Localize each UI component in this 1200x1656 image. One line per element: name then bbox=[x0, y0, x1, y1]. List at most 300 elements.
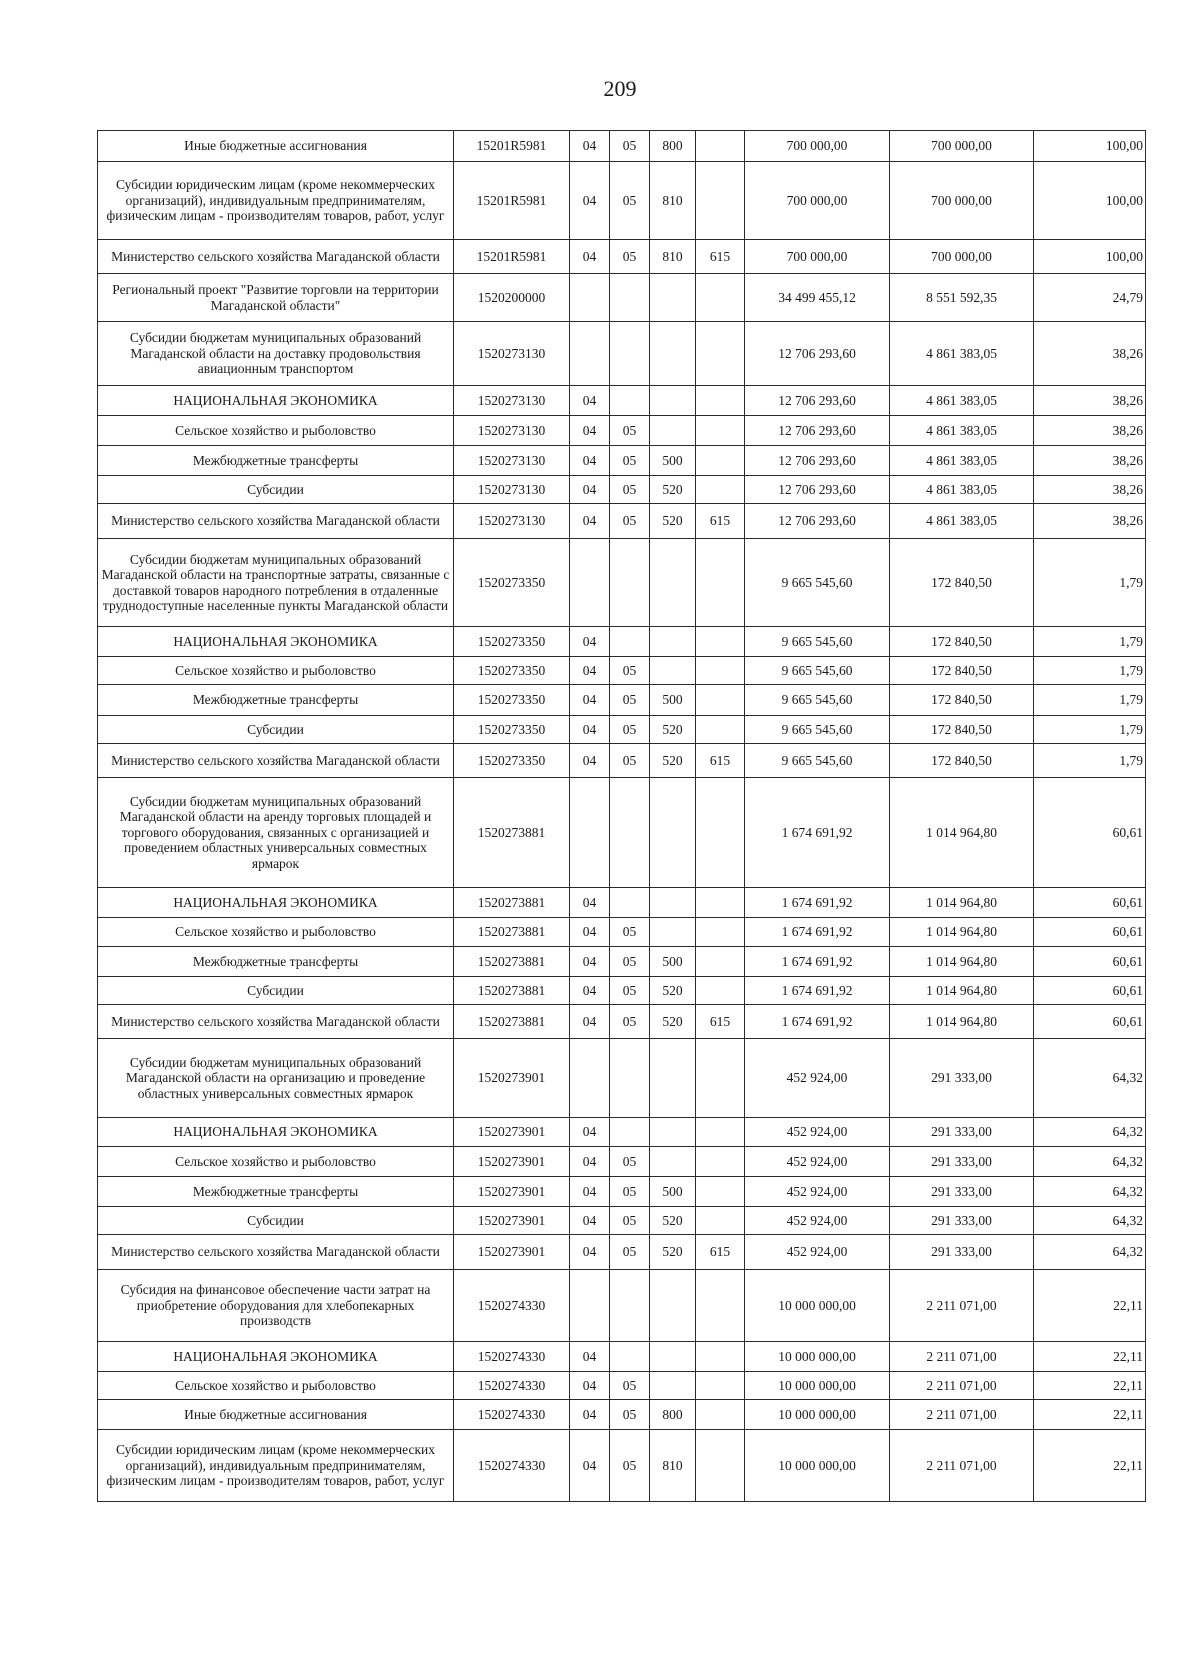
target-code-cell: 1520274330 bbox=[454, 1372, 570, 1400]
row-name-cell: Министерство сельского хозяйства Магаданской области bbox=[98, 1235, 454, 1270]
planned-amount-cell: 1 674 691,92 bbox=[745, 1005, 890, 1039]
table-row bbox=[98, 504, 1146, 539]
target-code-cell: 1520274330 bbox=[454, 1342, 570, 1372]
ministry-code-cell bbox=[696, 476, 745, 504]
expense-type-cell bbox=[650, 322, 696, 386]
ministry-code-cell bbox=[696, 778, 745, 888]
row-name-cell: Межбюджетные трансферты bbox=[98, 1177, 454, 1207]
section-code-cell bbox=[570, 1039, 610, 1118]
subsection-code-cell: 05 bbox=[610, 1147, 650, 1177]
section-code-cell: 04 bbox=[570, 1118, 610, 1147]
actual-amount-cell: 291 333,00 bbox=[890, 1039, 1034, 1118]
ministry-code-cell bbox=[696, 386, 745, 416]
target-code-cell: 1520273350 bbox=[454, 685, 570, 716]
row-name-cell: Сельское хозяйство и рыболовство bbox=[98, 1147, 454, 1177]
row-name-cell: НАЦИОНАЛЬНАЯ ЭКОНОМИКА bbox=[98, 1118, 454, 1147]
actual-amount-cell: 291 333,00 bbox=[890, 1207, 1034, 1235]
ministry-code-cell bbox=[696, 947, 745, 977]
ministry-code-cell bbox=[696, 162, 745, 240]
target-code-cell: 1520273130 bbox=[454, 386, 570, 416]
expense-type-cell: 500 bbox=[650, 1177, 696, 1207]
actual-amount-cell: 2 211 071,00 bbox=[890, 1342, 1034, 1372]
planned-amount-cell: 12 706 293,60 bbox=[745, 446, 890, 476]
section-code-cell: 04 bbox=[570, 1430, 610, 1502]
actual-amount-cell: 172 840,50 bbox=[890, 627, 1034, 657]
expense-type-cell: 810 bbox=[650, 162, 696, 240]
table-row bbox=[98, 1400, 1146, 1430]
actual-amount-cell: 1 014 964,80 bbox=[890, 1005, 1034, 1039]
actual-amount-cell: 1 014 964,80 bbox=[890, 947, 1034, 977]
row-name-cell: Сельское хозяйство и рыболовство bbox=[98, 416, 454, 446]
execution-percent-cell: 100,00 bbox=[1034, 162, 1146, 240]
row-name-cell: Субсидии bbox=[98, 977, 454, 1005]
execution-percent-cell: 1,79 bbox=[1034, 627, 1146, 657]
section-code-cell: 04 bbox=[570, 386, 610, 416]
expense-type-cell bbox=[650, 918, 696, 947]
ministry-code-cell bbox=[696, 1400, 745, 1430]
actual-amount-cell: 4 861 383,05 bbox=[890, 476, 1034, 504]
ministry-code-cell bbox=[696, 1270, 745, 1342]
planned-amount-cell: 700 000,00 bbox=[745, 240, 890, 274]
execution-percent-cell: 60,61 bbox=[1034, 947, 1146, 977]
subsection-code-cell bbox=[610, 778, 650, 888]
section-code-cell: 04 bbox=[570, 977, 610, 1005]
actual-amount-cell: 291 333,00 bbox=[890, 1235, 1034, 1270]
actual-amount-cell: 172 840,50 bbox=[890, 716, 1034, 744]
section-code-cell: 04 bbox=[570, 131, 610, 162]
execution-percent-cell: 22,11 bbox=[1034, 1270, 1146, 1342]
budget-table bbox=[97, 130, 1146, 1502]
row-name-cell: Субсидии бюджетам муниципальных образований Магаданской области на аренду торговых площадей и торгового оборудования, связанных с организацией и проведением областных универсальных совместных ярмарок bbox=[98, 778, 454, 888]
ministry-code-cell: 615 bbox=[696, 1235, 745, 1270]
ministry-code-cell bbox=[696, 1430, 745, 1502]
planned-amount-cell: 1 674 691,92 bbox=[745, 977, 890, 1005]
row-name-cell: Субсидии бюджетам муниципальных образований Магаданской области на доставку продовольствия авиационным транспортом bbox=[98, 322, 454, 386]
expense-type-cell bbox=[650, 274, 696, 322]
subsection-code-cell: 05 bbox=[610, 504, 650, 539]
target-code-cell: 1520273881 bbox=[454, 1005, 570, 1039]
ministry-code-cell bbox=[696, 1147, 745, 1177]
actual-amount-cell: 4 861 383,05 bbox=[890, 416, 1034, 446]
table-row bbox=[98, 1235, 1146, 1270]
section-code-cell: 04 bbox=[570, 1177, 610, 1207]
subsection-code-cell: 05 bbox=[610, 1235, 650, 1270]
execution-percent-cell: 60,61 bbox=[1034, 977, 1146, 1005]
table-row bbox=[98, 947, 1146, 977]
target-code-cell: 1520273901 bbox=[454, 1207, 570, 1235]
table-row bbox=[98, 778, 1146, 888]
planned-amount-cell: 12 706 293,60 bbox=[745, 476, 890, 504]
execution-percent-cell: 1,79 bbox=[1034, 744, 1146, 778]
expense-type-cell: 500 bbox=[650, 685, 696, 716]
row-name-cell: НАЦИОНАЛЬНАЯ ЭКОНОМИКА bbox=[98, 386, 454, 416]
expense-type-cell: 800 bbox=[650, 1400, 696, 1430]
section-code-cell: 04 bbox=[570, 744, 610, 778]
expense-type-cell: 520 bbox=[650, 1005, 696, 1039]
ministry-code-cell bbox=[696, 446, 745, 476]
target-code-cell: 1520273130 bbox=[454, 476, 570, 504]
planned-amount-cell: 10 000 000,00 bbox=[745, 1430, 890, 1502]
target-code-cell: 1520273881 bbox=[454, 977, 570, 1005]
planned-amount-cell: 452 924,00 bbox=[745, 1118, 890, 1147]
ministry-code-cell: 615 bbox=[696, 1005, 745, 1039]
ministry-code-cell bbox=[696, 888, 745, 918]
ministry-code-cell bbox=[696, 1372, 745, 1400]
table-row bbox=[98, 322, 1146, 386]
section-code-cell bbox=[570, 322, 610, 386]
row-name-cell: Субсидии bbox=[98, 1207, 454, 1235]
target-code-cell: 1520273130 bbox=[454, 322, 570, 386]
row-name-cell: Министерство сельского хозяйства Магаданской области bbox=[98, 504, 454, 539]
execution-percent-cell: 22,11 bbox=[1034, 1342, 1146, 1372]
target-code-cell: 1520273881 bbox=[454, 778, 570, 888]
execution-percent-cell: 38,26 bbox=[1034, 446, 1146, 476]
row-name-cell: НАЦИОНАЛЬНАЯ ЭКОНОМИКА bbox=[98, 888, 454, 918]
planned-amount-cell: 1 674 691,92 bbox=[745, 888, 890, 918]
actual-amount-cell: 291 333,00 bbox=[890, 1147, 1034, 1177]
expense-type-cell: 520 bbox=[650, 744, 696, 778]
section-code-cell: 04 bbox=[570, 627, 610, 657]
section-code-cell: 04 bbox=[570, 657, 610, 685]
actual-amount-cell: 291 333,00 bbox=[890, 1177, 1034, 1207]
expense-type-cell bbox=[650, 778, 696, 888]
execution-percent-cell: 22,11 bbox=[1034, 1372, 1146, 1400]
planned-amount-cell: 10 000 000,00 bbox=[745, 1342, 890, 1372]
actual-amount-cell: 2 211 071,00 bbox=[890, 1400, 1034, 1430]
row-name-cell: Межбюджетные трансферты bbox=[98, 446, 454, 476]
section-code-cell: 04 bbox=[570, 1005, 610, 1039]
subsection-code-cell: 05 bbox=[610, 1005, 650, 1039]
expense-type-cell bbox=[650, 1270, 696, 1342]
execution-percent-cell: 1,79 bbox=[1034, 685, 1146, 716]
execution-percent-cell: 64,32 bbox=[1034, 1235, 1146, 1270]
section-code-cell: 04 bbox=[570, 476, 610, 504]
subsection-code-cell bbox=[610, 274, 650, 322]
table-row bbox=[98, 977, 1146, 1005]
row-name-cell: НАЦИОНАЛЬНАЯ ЭКОНОМИКА bbox=[98, 627, 454, 657]
planned-amount-cell: 9 665 545,60 bbox=[745, 744, 890, 778]
row-name-cell: Иные бюджетные ассигнования bbox=[98, 131, 454, 162]
section-code-cell bbox=[570, 778, 610, 888]
execution-percent-cell: 22,11 bbox=[1034, 1430, 1146, 1502]
row-name-cell: Сельское хозяйство и рыболовство bbox=[98, 657, 454, 685]
target-code-cell: 15201R5981 bbox=[454, 240, 570, 274]
table-row bbox=[98, 918, 1146, 947]
actual-amount-cell: 1 014 964,80 bbox=[890, 977, 1034, 1005]
planned-amount-cell: 10 000 000,00 bbox=[745, 1270, 890, 1342]
section-code-cell: 04 bbox=[570, 716, 610, 744]
execution-percent-cell: 60,61 bbox=[1034, 918, 1146, 947]
ministry-code-cell bbox=[696, 918, 745, 947]
actual-amount-cell: 2 211 071,00 bbox=[890, 1270, 1034, 1342]
target-code-cell: 1520273130 bbox=[454, 416, 570, 446]
subsection-code-cell: 05 bbox=[610, 476, 650, 504]
expense-type-cell: 800 bbox=[650, 131, 696, 162]
actual-amount-cell: 172 840,50 bbox=[890, 685, 1034, 716]
ministry-code-cell bbox=[696, 1039, 745, 1118]
actual-amount-cell: 1 014 964,80 bbox=[890, 918, 1034, 947]
row-name-cell: Субсидии бюджетам муниципальных образований Магаданской области на транспортные затраты, связанные с доставкой товаров народного потребления в отдаленные труднодоступные населенные пункты Магаданской области bbox=[98, 539, 454, 627]
page-number: 209 bbox=[603, 76, 637, 101]
section-code-cell: 04 bbox=[570, 416, 610, 446]
subsection-code-cell: 05 bbox=[610, 416, 650, 446]
section-code-cell: 04 bbox=[570, 918, 610, 947]
target-code-cell: 1520273130 bbox=[454, 446, 570, 476]
actual-amount-cell: 4 861 383,05 bbox=[890, 322, 1034, 386]
table-row bbox=[98, 1372, 1146, 1400]
actual-amount-cell: 1 014 964,80 bbox=[890, 888, 1034, 918]
expense-type-cell: 520 bbox=[650, 1207, 696, 1235]
table-row bbox=[98, 162, 1146, 240]
actual-amount-cell: 4 861 383,05 bbox=[890, 386, 1034, 416]
planned-amount-cell: 452 924,00 bbox=[745, 1207, 890, 1235]
table-row bbox=[98, 476, 1146, 504]
planned-amount-cell: 34 499 455,12 bbox=[745, 274, 890, 322]
row-name-cell: Министерство сельского хозяйства Магаданской области bbox=[98, 1005, 454, 1039]
planned-amount-cell: 12 706 293,60 bbox=[745, 504, 890, 539]
section-code-cell: 04 bbox=[570, 1207, 610, 1235]
expense-type-cell: 520 bbox=[650, 716, 696, 744]
subsection-code-cell bbox=[610, 386, 650, 416]
planned-amount-cell: 12 706 293,60 bbox=[745, 322, 890, 386]
ministry-code-cell: 615 bbox=[696, 240, 745, 274]
actual-amount-cell: 172 840,50 bbox=[890, 657, 1034, 685]
ministry-code-cell: 615 bbox=[696, 504, 745, 539]
row-name-cell: Министерство сельского хозяйства Магаданской области bbox=[98, 240, 454, 274]
planned-amount-cell: 452 924,00 bbox=[745, 1147, 890, 1177]
execution-percent-cell: 64,32 bbox=[1034, 1039, 1146, 1118]
table-row bbox=[98, 1005, 1146, 1039]
planned-amount-cell: 700 000,00 bbox=[745, 162, 890, 240]
target-code-cell: 1520273350 bbox=[454, 744, 570, 778]
section-code-cell: 04 bbox=[570, 1235, 610, 1270]
subsection-code-cell: 05 bbox=[610, 446, 650, 476]
target-code-cell: 1520273350 bbox=[454, 627, 570, 657]
planned-amount-cell: 12 706 293,60 bbox=[745, 386, 890, 416]
table-row bbox=[98, 1118, 1146, 1147]
actual-amount-cell: 172 840,50 bbox=[890, 744, 1034, 778]
subsection-code-cell: 05 bbox=[610, 716, 650, 744]
subsection-code-cell: 05 bbox=[610, 918, 650, 947]
execution-percent-cell: 24,79 bbox=[1034, 274, 1146, 322]
expense-type-cell: 500 bbox=[650, 947, 696, 977]
section-code-cell: 04 bbox=[570, 240, 610, 274]
ministry-code-cell bbox=[696, 685, 745, 716]
execution-percent-cell: 1,79 bbox=[1034, 657, 1146, 685]
table-row bbox=[98, 627, 1146, 657]
subsection-code-cell: 05 bbox=[610, 977, 650, 1005]
expense-type-cell: 810 bbox=[650, 1430, 696, 1502]
section-code-cell: 04 bbox=[570, 162, 610, 240]
actual-amount-cell: 700 000,00 bbox=[890, 162, 1034, 240]
expense-type-cell bbox=[650, 386, 696, 416]
ministry-code-cell bbox=[696, 1207, 745, 1235]
expense-type-cell: 520 bbox=[650, 977, 696, 1005]
table-row bbox=[98, 1270, 1146, 1342]
expense-type-cell bbox=[650, 657, 696, 685]
execution-percent-cell: 38,26 bbox=[1034, 322, 1146, 386]
subsection-code-cell bbox=[610, 888, 650, 918]
target-code-cell: 1520273130 bbox=[454, 504, 570, 539]
execution-percent-cell: 60,61 bbox=[1034, 888, 1146, 918]
row-name-cell: Сельское хозяйство и рыболовство bbox=[98, 918, 454, 947]
subsection-code-cell: 05 bbox=[610, 1400, 650, 1430]
planned-amount-cell: 1 674 691,92 bbox=[745, 918, 890, 947]
expense-type-cell: 810 bbox=[650, 240, 696, 274]
subsection-code-cell bbox=[610, 1270, 650, 1342]
row-name-cell: Субсидии bbox=[98, 476, 454, 504]
target-code-cell: 1520273350 bbox=[454, 539, 570, 627]
execution-percent-cell: 64,32 bbox=[1034, 1177, 1146, 1207]
table-row bbox=[98, 1177, 1146, 1207]
row-name-cell: Субсидии юридическим лицам (кроме некоммерческих организаций), индивидуальным предпринимателям, физическим лицам - производителям товаров, работ, услуг bbox=[98, 162, 454, 240]
subsection-code-cell: 05 bbox=[610, 744, 650, 778]
section-code-cell bbox=[570, 274, 610, 322]
execution-percent-cell: 1,79 bbox=[1034, 539, 1146, 627]
target-code-cell: 15201R5981 bbox=[454, 162, 570, 240]
target-code-cell: 1520273881 bbox=[454, 888, 570, 918]
planned-amount-cell: 10 000 000,00 bbox=[745, 1372, 890, 1400]
planned-amount-cell: 10 000 000,00 bbox=[745, 1400, 890, 1430]
table-row bbox=[98, 240, 1146, 274]
planned-amount-cell: 12 706 293,60 bbox=[745, 416, 890, 446]
target-code-cell: 1520274330 bbox=[454, 1270, 570, 1342]
subsection-code-cell: 05 bbox=[610, 240, 650, 274]
target-code-cell: 1520273901 bbox=[454, 1235, 570, 1270]
ministry-code-cell: 615 bbox=[696, 744, 745, 778]
table-row bbox=[98, 446, 1146, 476]
execution-percent-cell: 38,26 bbox=[1034, 416, 1146, 446]
section-code-cell: 04 bbox=[570, 504, 610, 539]
ministry-code-cell bbox=[696, 131, 745, 162]
expense-type-cell: 520 bbox=[650, 1235, 696, 1270]
subsection-code-cell bbox=[610, 627, 650, 657]
row-name-cell: Иные бюджетные ассигнования bbox=[98, 1400, 454, 1430]
table-row bbox=[98, 386, 1146, 416]
actual-amount-cell: 2 211 071,00 bbox=[890, 1372, 1034, 1400]
section-code-cell bbox=[570, 1270, 610, 1342]
row-name-cell: Субсидии юридическим лицам (кроме некоммерческих организаций), индивидуальным предпринимателям, физическим лицам - производителям товаров, работ, услуг bbox=[98, 1430, 454, 1502]
planned-amount-cell: 9 665 545,60 bbox=[745, 685, 890, 716]
row-name-cell: Региональный проект "Развитие торговли на территории Магаданской области" bbox=[98, 274, 454, 322]
target-code-cell: 1520273901 bbox=[454, 1039, 570, 1118]
expense-type-cell bbox=[650, 1118, 696, 1147]
ministry-code-cell bbox=[696, 539, 745, 627]
target-code-cell: 1520273350 bbox=[454, 716, 570, 744]
ministry-code-cell bbox=[696, 1342, 745, 1372]
planned-amount-cell: 452 924,00 bbox=[745, 1039, 890, 1118]
target-code-cell: 1520273350 bbox=[454, 657, 570, 685]
section-code-cell: 04 bbox=[570, 1342, 610, 1372]
subsection-code-cell bbox=[610, 1039, 650, 1118]
planned-amount-cell: 9 665 545,60 bbox=[745, 627, 890, 657]
expense-type-cell: 500 bbox=[650, 446, 696, 476]
expense-type-cell bbox=[650, 1372, 696, 1400]
section-code-cell: 04 bbox=[570, 685, 610, 716]
execution-percent-cell: 64,32 bbox=[1034, 1118, 1146, 1147]
expense-type-cell bbox=[650, 1342, 696, 1372]
planned-amount-cell: 452 924,00 bbox=[745, 1177, 890, 1207]
expense-type-cell bbox=[650, 539, 696, 627]
subsection-code-cell: 05 bbox=[610, 1372, 650, 1400]
actual-amount-cell: 700 000,00 bbox=[890, 131, 1034, 162]
table-row bbox=[98, 539, 1146, 627]
execution-percent-cell: 100,00 bbox=[1034, 131, 1146, 162]
actual-amount-cell: 1 014 964,80 bbox=[890, 778, 1034, 888]
execution-percent-cell: 64,32 bbox=[1034, 1147, 1146, 1177]
subsection-code-cell bbox=[610, 1118, 650, 1147]
target-code-cell: 1520274330 bbox=[454, 1430, 570, 1502]
section-code-cell: 04 bbox=[570, 446, 610, 476]
section-code-cell: 04 bbox=[570, 888, 610, 918]
row-name-cell: Сельское хозяйство и рыболовство bbox=[98, 1372, 454, 1400]
table-row bbox=[98, 1342, 1146, 1372]
ministry-code-cell bbox=[696, 1118, 745, 1147]
actual-amount-cell: 2 211 071,00 bbox=[890, 1430, 1034, 1502]
ministry-code-cell bbox=[696, 657, 745, 685]
actual-amount-cell: 172 840,50 bbox=[890, 539, 1034, 627]
section-code-cell: 04 bbox=[570, 1147, 610, 1177]
expense-type-cell: 520 bbox=[650, 476, 696, 504]
row-name-cell: Межбюджетные трансферты bbox=[98, 685, 454, 716]
subsection-code-cell bbox=[610, 322, 650, 386]
execution-percent-cell: 60,61 bbox=[1034, 778, 1146, 888]
subsection-code-cell: 05 bbox=[610, 947, 650, 977]
expense-type-cell bbox=[650, 1039, 696, 1118]
planned-amount-cell: 9 665 545,60 bbox=[745, 657, 890, 685]
ministry-code-cell bbox=[696, 627, 745, 657]
expense-type-cell bbox=[650, 416, 696, 446]
actual-amount-cell: 4 861 383,05 bbox=[890, 446, 1034, 476]
ministry-code-cell bbox=[696, 416, 745, 446]
expense-type-cell bbox=[650, 627, 696, 657]
table-row bbox=[98, 1207, 1146, 1235]
row-name-cell: Субсидии bbox=[98, 716, 454, 744]
subsection-code-cell: 05 bbox=[610, 1207, 650, 1235]
execution-percent-cell: 38,26 bbox=[1034, 476, 1146, 504]
ministry-code-cell bbox=[696, 1177, 745, 1207]
subsection-code-cell: 05 bbox=[610, 1177, 650, 1207]
row-name-cell: Министерство сельского хозяйства Магаданской области bbox=[98, 744, 454, 778]
table-row bbox=[98, 744, 1146, 778]
table-row bbox=[98, 657, 1146, 685]
planned-amount-cell: 452 924,00 bbox=[745, 1235, 890, 1270]
ministry-code-cell bbox=[696, 322, 745, 386]
execution-percent-cell: 22,11 bbox=[1034, 1400, 1146, 1430]
table-row bbox=[98, 1430, 1146, 1502]
ministry-code-cell bbox=[696, 716, 745, 744]
expense-type-cell bbox=[650, 1147, 696, 1177]
execution-percent-cell: 1,79 bbox=[1034, 716, 1146, 744]
subsection-code-cell: 05 bbox=[610, 685, 650, 716]
section-code-cell: 04 bbox=[570, 1400, 610, 1430]
subsection-code-cell: 05 bbox=[610, 162, 650, 240]
row-name-cell: НАЦИОНАЛЬНАЯ ЭКОНОМИКА bbox=[98, 1342, 454, 1372]
target-code-cell: 15201R5981 bbox=[454, 131, 570, 162]
planned-amount-cell: 1 674 691,92 bbox=[745, 947, 890, 977]
actual-amount-cell: 4 861 383,05 bbox=[890, 504, 1034, 539]
subsection-code-cell bbox=[610, 1342, 650, 1372]
target-code-cell: 1520273901 bbox=[454, 1177, 570, 1207]
subsection-code-cell: 05 bbox=[610, 657, 650, 685]
expense-type-cell bbox=[650, 888, 696, 918]
table-row bbox=[98, 716, 1146, 744]
table-row bbox=[98, 1147, 1146, 1177]
planned-amount-cell: 9 665 545,60 bbox=[745, 716, 890, 744]
section-code-cell: 04 bbox=[570, 947, 610, 977]
row-name-cell: Межбюджетные трансферты bbox=[98, 947, 454, 977]
execution-percent-cell: 64,32 bbox=[1034, 1207, 1146, 1235]
